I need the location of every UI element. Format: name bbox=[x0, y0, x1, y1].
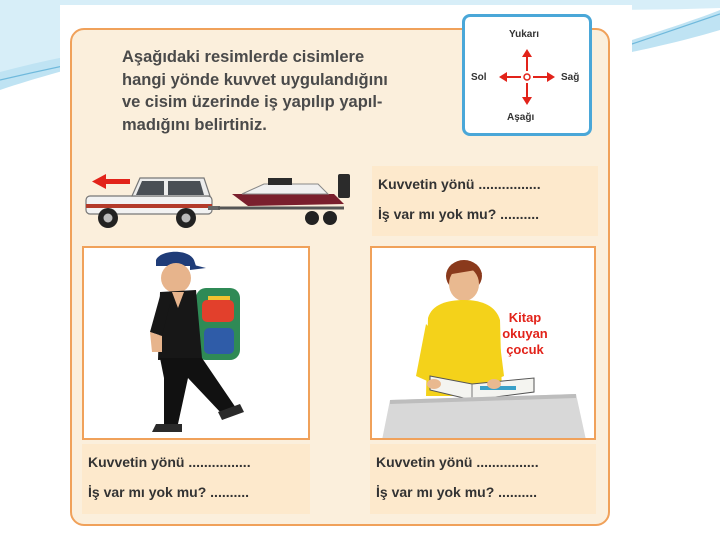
direction-right-label: Sağ bbox=[561, 72, 580, 83]
direction-down-label: Aşağı bbox=[507, 112, 535, 123]
instructions-line-3: ve cisim üzerinde iş yapılıp yapıl- bbox=[122, 93, 383, 111]
question-box-truck bbox=[372, 166, 598, 236]
reader-caption bbox=[490, 310, 560, 358]
instructions-line-1: Aşağıdaki resimlerde cisimlere bbox=[122, 48, 365, 66]
work-question-reader[interactable]: İş var mı yok mu? .......... bbox=[376, 484, 538, 500]
question-box-reader bbox=[370, 444, 596, 514]
boat-trailer-icon bbox=[218, 174, 350, 225]
work-question-truck[interactable]: İş var mı yok mu? .......... bbox=[378, 206, 540, 222]
instructions-line-2: hangi yönde kuvvet uygulandığını bbox=[122, 70, 388, 89]
truck-icon bbox=[86, 178, 220, 228]
force-direction-question-truck[interactable]: Kuvvetin yönü ................ bbox=[378, 176, 541, 192]
force-direction-question-reader[interactable]: Kuvvetin yönü ................ bbox=[376, 454, 539, 470]
force-direction-question-student[interactable]: Kuvvetin yönü ................ bbox=[88, 454, 251, 470]
direction-key bbox=[462, 14, 592, 136]
instructions-line-4: madığını belirtiniz. bbox=[122, 115, 267, 134]
direction-left-label: Sol bbox=[471, 72, 487, 83]
direction-arrows-icon bbox=[495, 45, 559, 109]
truck-towing-boat-illustration bbox=[82, 166, 368, 238]
direction-up-label: Yukarı bbox=[509, 29, 540, 40]
student-with-backpack-illustration bbox=[84, 248, 310, 440]
question-box-student bbox=[82, 444, 310, 514]
student-picture-panel bbox=[82, 246, 310, 440]
reader-caption-line-2: okuyan bbox=[502, 326, 548, 341]
work-question-student[interactable]: İş var mı yok mu? .......... bbox=[88, 484, 250, 500]
instructions-text bbox=[122, 46, 462, 136]
reader-caption-line-3: çocuk bbox=[506, 342, 544, 357]
boy-reading-book-illustration bbox=[372, 248, 596, 440]
reader-caption-line-1: Kitap bbox=[508, 310, 542, 325]
force-arrow-icon bbox=[92, 174, 130, 189]
reader-picture-panel bbox=[370, 246, 596, 440]
